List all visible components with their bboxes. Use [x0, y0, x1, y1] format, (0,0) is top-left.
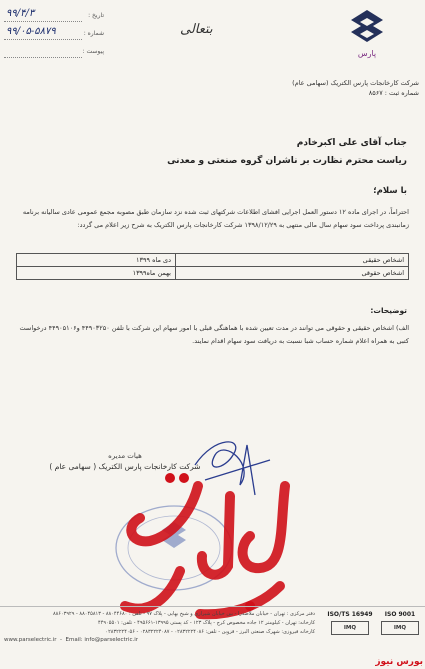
board-label: هیات مدیره — [108, 452, 142, 460]
date-row — [4, 8, 104, 26]
payment-schedule-table — [16, 253, 409, 280]
besmellah: بتعالی — [180, 22, 213, 37]
imq-logo-icon: IMQ — [331, 621, 369, 635]
number-value: ۹۹/۰۵-۵۸۷۹ — [6, 26, 56, 37]
number-label: شماره : — [83, 30, 104, 37]
notes-title: توضیحات: — [370, 306, 407, 315]
attachment-label: پیوست : — [82, 48, 104, 55]
greeting: با سلام؛ — [373, 186, 407, 196]
company-name: شرکت کارخانجات پارس الکتریک (سهامی عام) — [292, 79, 419, 87]
footer-address-office: دفتر مرکزی : تهران - خیابان ملاصدرا - بین خیابان شیرازی و شیخ بهایی - پلاک ۹۷ - تلفن : ۸۸۰۴۴۶۸۰ - ۸۸۰۴۵۸۱۳ - ۸۸۶۰۳۹۲۹ — [52, 611, 315, 617]
company-logo-icon — [347, 8, 387, 64]
addressee: جناب آقای علی اکبرخادم — [296, 138, 407, 148]
email-address: Email: info@parselectric.ir — [65, 637, 139, 643]
row-label: اشخاص حقیقی — [176, 254, 409, 267]
signatory-company: شرکت کارخانجات پارس الکتریک ( سهامی عام ) — [49, 462, 201, 471]
registration-number: شماره ثبت : ۸۵۶۷ — [368, 89, 419, 97]
footer-address-factory2: کارخانه فیروزی: شهرک صنعتی البرز - قزوین - تلفن: ۰۲۸۳۲۲۲۴۰۸۶ - ۰۲۸۳۲۲۲۴۰۸۷ - ۰۲۸۳۲۲۲۴۰۵۶ — [105, 629, 315, 635]
iso-title: ISO/TS 16949 — [327, 611, 373, 618]
iso-title: ISO 9001 — [384, 611, 416, 618]
note-text: الف) اشخاص حقیقی و حقوقی می توانند در مدت تعیین شده با هماهنگی قبلی با امور سهام این شرکت با تلفن ۴۴۹۰۳۲۵۰ و۴۴۹۰۵۱۰۶ درخواست کتبی به همراه اعلام شماره حساب شبا نسبت به دریافت سود سهام اقدام نمایند. — [19, 324, 409, 345]
iso-9001-cert — [377, 611, 423, 641]
main-paragraph: احتراماً، در اجرای ماده ۱۲ دستور العمل اجرایی افشای اطلاعات شرکتهای ثبت شده نزد سازمان طبق مصوبه مجمع عمومی عادی سالیانه برنامه زمانبندی پرداخت سود سهام سال مالی منتهی به ۱۳۹۸/۱۲/۲۹ شرکت کارخانجات پارس الکتریک به شرح زیر اعلام می گردد: — [22, 208, 409, 229]
row-label: اشخاص حقوقی — [176, 267, 409, 280]
table-row — [17, 267, 409, 280]
table-row — [17, 254, 409, 267]
footer-website: www.parselectric.ir - Email: info@parselectric.ir — [4, 637, 139, 643]
imq-logo-icon: IMQ — [381, 621, 419, 635]
company-header — [219, 78, 419, 98]
addressee-title: ریاست محترم نظارت بر ناشران گروه صنعتی و معدنی — [167, 156, 407, 166]
source-label: بورس نیوز — [375, 657, 423, 667]
attachment-row — [4, 44, 104, 62]
letter-meta — [4, 8, 104, 62]
footer — [0, 606, 425, 649]
date-value: ۹۹/۴/۳ — [6, 8, 35, 19]
row-value: دی ماه ۱۳۹۹ — [17, 254, 176, 267]
number-row — [4, 26, 104, 44]
date-label: تاریخ : — [88, 12, 104, 19]
footer-address-factory: کارخانه: تهران - کیلومتر ۱۲ جاده مخصوص کرج - پلاک ۱۲۳ - کد پستی ۱۳۹۹۵-۴۹۵۶۶۱ - تلفن: ۴۴۹۰۵۵۰۱ — [98, 620, 315, 626]
logo-text: پارس — [357, 49, 377, 58]
iso-ts-cert — [327, 611, 373, 641]
row-value: بهمن ماه۱۳۹۹ — [17, 267, 176, 280]
website-url: www.parselectric.ir — [4, 637, 57, 643]
